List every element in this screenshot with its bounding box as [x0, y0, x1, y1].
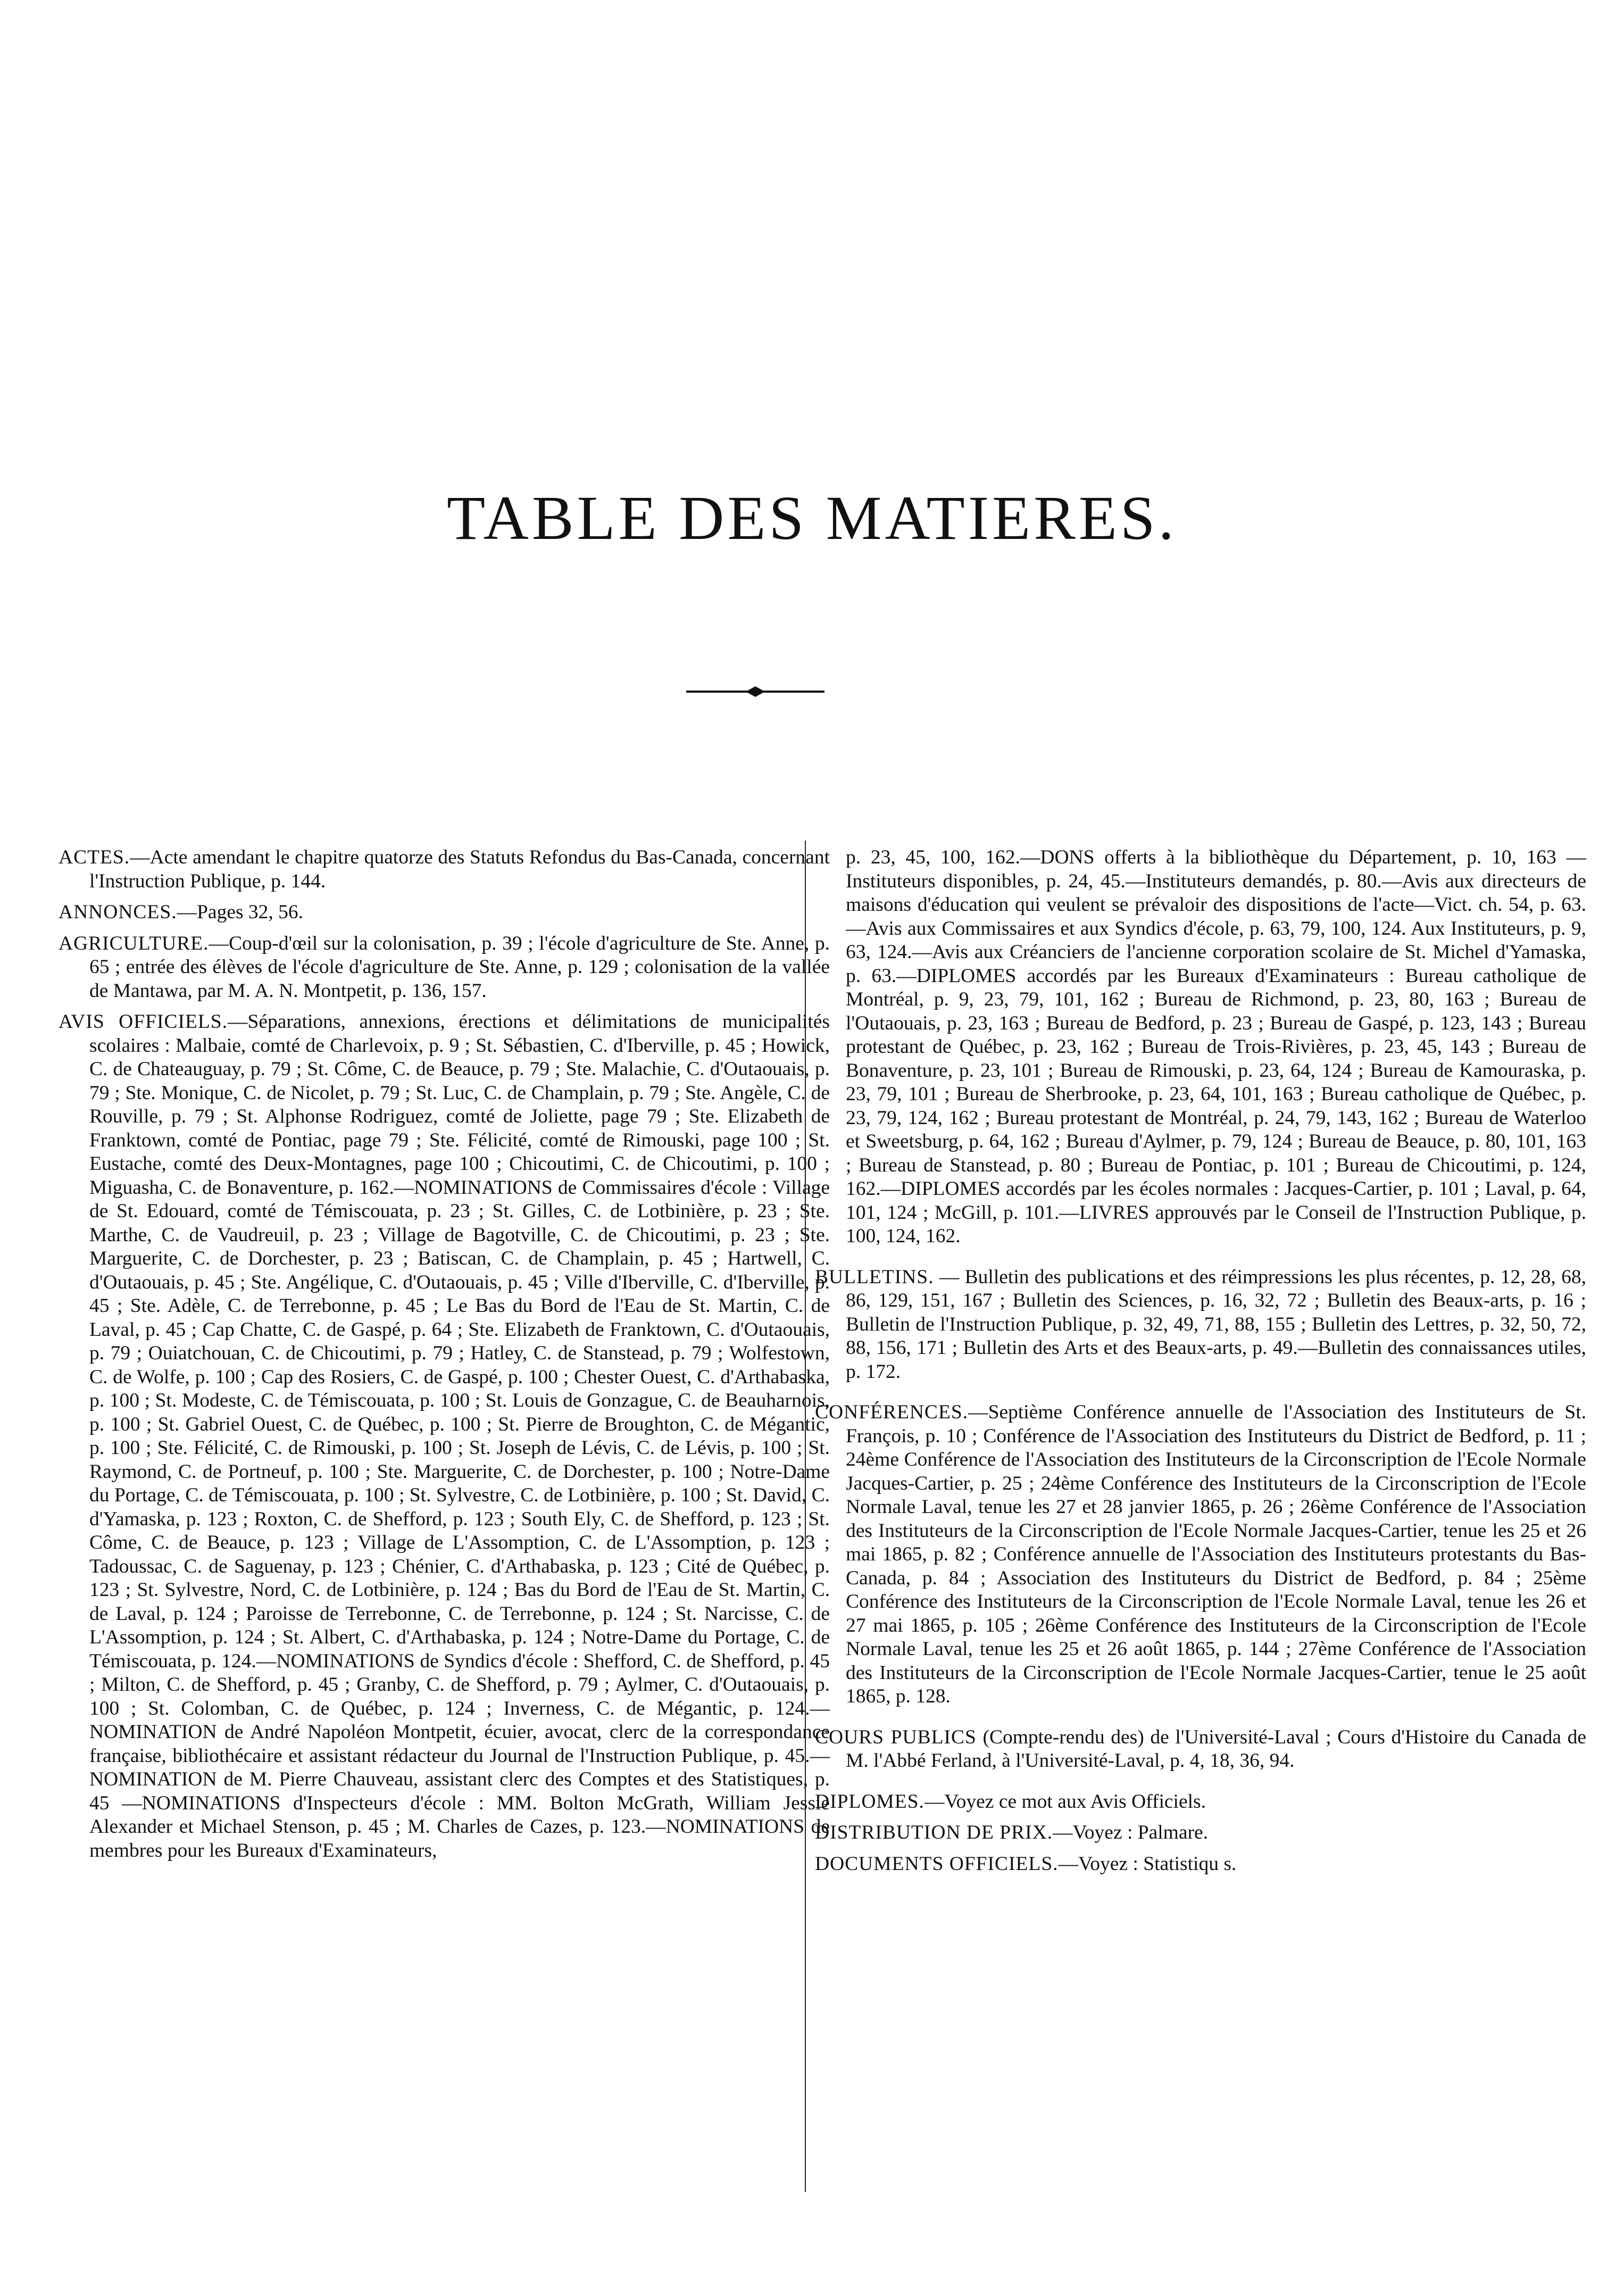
entry-heading: AVIS OFFICIELS.: [59, 1011, 228, 1033]
entry-heading: DOCUMENTS OFFICIELS.: [815, 1852, 1059, 1875]
left-column: [59, 846, 830, 1870]
entry-text: —Septième Conférence annuelle de l'Association des Instituteurs de St. François, p. 10 ; Conférence de l'Association des Instituteurs du District de Bedford, p. 11 ; 24ème Conférence de l'Association des Instituteurs de la Circonscription de l'Ecole Normale Jacques-Cartier, p. 25 ; 24ème Conférence des Instituteurs de la Circonscription de l'Ecole Normale Laval, tenue les 27 et 28 janvier 1865, p. 26 ; 26ème Conférence de l'Association des Instituteurs de la Circonscription de l'Ecole Normale Jacques-Cartier, tenue les 25 et 26 mai 1865, p. 82 ; Conférence annuelle de l'Association des Instituteurs protestants du Bas-Canada, p. 84 ; Association des Instituteurs du District de Bedford, p. 84 ; 25ème Conférence des Instituteurs de la Circonscription de l'Ecole Normale Laval, tenue les 26 et 27 mai 1865, p. 105 ; 26ème Conférence des Instituteurs de la Circonscription de l'Ecole Normale Laval, tenue les 25 et 26 août 1865, p. 144 ; 27ème Conférence de l'Association des Instituteurs de la Circonscription de l'Ecole Normale Jacques-Cartier, tenue le 25 août 1865, p. 128.: [846, 1401, 1586, 1707]
entry-text: —Acte amendant le chapitre quatorze des Statuts Refondus du Bas-Canada, concernant l'Instruction Publique, p. 144.: [89, 846, 830, 892]
entry-heading: COURS PUBLICS: [815, 1726, 977, 1748]
toc-entry-actes: [59, 846, 830, 893]
entry-heading: AGRICULTURE.: [59, 932, 209, 954]
toc-entry-diplomes: [815, 1790, 1586, 1814]
entry-text: —Pages 32, 56.: [177, 901, 304, 923]
ornament-divider: [686, 684, 825, 700]
entry-text: (Compte-rendu des) de l'Université-Laval ; Cours d'Histoire du Canada de M. l'Abbé Ferland, à l'Université-Laval, p. 4, 18, 36, 94.: [846, 1726, 1586, 1772]
entry-heading: BULLETINS.: [815, 1266, 934, 1288]
toc-entry-distribution-de-prix: [815, 1821, 1586, 1845]
toc-entry-agriculture: [59, 932, 830, 1003]
entry-heading: DISTRIBUTION DE PRIX.: [815, 1822, 1053, 1843]
entry-text: — Bulletin des publications et des réimpressions les plus récentes, p. 12, 28, 68, 86, 129, 151, 167 ; Bulletin des Sciences, p. 16, 32, 72 ; Bulletin des Beaux-arts, p. 16 ; Bulletin de l'Instruction Publique, p. 32, 49, 71, 88, 155 ; Bulletin des Lettres, p. 32, 50, 72, 88, 156, 171 ; Bulletin des Arts et des Beaux-arts, p. 49.—Bulletin des connaissances utiles, p. 172.: [846, 1266, 1586, 1383]
entry-heading: CONFÉRENCES.: [815, 1401, 969, 1423]
entry-text: —Voyez : Palmare.: [1053, 1822, 1208, 1843]
toc-entry-annonces: [59, 901, 830, 925]
toc-entry-cours-publics: [815, 1726, 1586, 1773]
entry-text: —Séparations, annexions, érections et délimitations de municipalités scolaires : Malbaie, comté de Charlevoix, p. 9 ; St. Sébastien, C. d'Iberville, p. 45 ; Howick, C. de Chateauguay, p. 79 ; St. Côme, C. de Beauce, p. 79 ; Ste. Malachie, C. d'Outaouais, p. 79 ; Ste. Monique, C. de Nicolet, p. 79 ; St. Luc, C. de Champlain, p. 79 ; Ste. Angèle, C. de Rouville, p. 79 ; St. Alphonse Rodriguez, comté de Joliette, page 79 ; Ste. Elizabeth de Franktown, comté de Pontiac, page 79 ; Ste. Félicité, comté de Rimouski, page 100 ; St. Eustache, comté des Deux-Montagnes, page 100 ; Chicoutimi, C. de Chicoutimi, p. 100 ; Miguasha, C. de Bonaventure, p. 162.—NOMINATIONS de Commissaires d'école : Village de St. Edouard, comté de Témiscouata, p. 23 ; St. Gilles, C. de Lotbinière, p. 23 ; Ste. Marthe, C. de Vaudreuil, p. 23 ; Village de Bagotville, C. de Chicoutimi, p. 23 ; Ste. Marguerite, C. de Dorchester, p. 23 ; Batiscan, C. de Champlain, p. 45 ; Hartwell, C. d'Outaouais, p. 45 ; Ste. Angélique, C. d'Outaouais, p. 45 ; Ville d'Iberville, C. d'Iberville, p. 45 ; Ste. Adèle, C. de Terrebonne, p. 45 ; Le Bas du Bord de l'Eau de St. Martin, C. de Laval, p. 45 ; Cap Chatte, C. de Gaspé, p. 64 ; Ste. Elizabeth de Franktown, C. d'Outaouais, p. 79 ; Ouiatchouan, C. de Chicoutimi, p. 79 ; Hatley, C. de Stanstead, p. 79 ; Wolfestown, C. de Wolfe, p. 100 ; Cap des Rosiers, C. de Gaspé, p. 100 ; Chester Ouest, C. d'Arthabaska, p. 100 ; St. Modeste, C. de Témiscouata, p. 100 ; St. Louis de Gonzague, C. de Beauharnois, p. 100 ; St. Gabriel Ouest, C. de Québec, p. 100 ; St. Pierre de Broughton, C. de Mégantic, p. 100 ; Ste. Félicité, C. de Rimouski, p. 100 ; St. Joseph de Lévis, C. de Lévis, p. 100 ; St. Raymond, C. de Portneuf, p. 100 ; Ste. Marguerite, C. de Dorchester, p. 100 ; Notre-Dame du Portage, C. de Témiscouata, p. 100 ; St. Sylvestre, C. de Lotbinière, p. 100 ; St. David, C. d'Yamaska, p. 123 ; Roxton, C. de Shefford, p. 123 ; South Ely, C. de Shefford, p. 123 ; St. Côme, C. de Beauce, p. 123 ; Village de L'Assomption, C. de L'Assomption, p. 123 ; Tadoussac, C. de Saguenay, p. 123 ; Chénier, C. d'Arthabaska, p. 123 ; Cité de Québec, p. 123 ; St. Sylvestre, Nord, C. de Lotbinière, p. 124 ; Bas du Bord de l'Eau de St. Martin, C. de Laval, p. 124 ; Paroisse de Terrebonne, C. de Terrebonne, p. 124 ; St. Narcisse, C. de L'Assomption, p. 124 ; St. Albert, C. d'Arthabaska, p. 124 ; Notre-Dame du Portage, C. de Témiscouata, p. 124.—NOMINATIONS de Syndics d'école : Shefford, C. de Shefford, p. 45 ; Milton, C. de Shefford, p. 45 ; Granby, C. de Shefford, p. 79 ; Aylmer, C. d'Outaouais, p. 100 ; St. Colomban, C. de Québec, p. 124 ; Inverness, C. de Mégantic, p. 124.—NOMINATION de André Napoléon Montpetit, écuier, avocat, clerc de la correspondance française, bibliothécaire et assistant rédacteur du Journal de l'Instruction Publique, p. 45.—NOMINATION de M. Pierre Chauveau, assistant clerc des Comptes et des Statistiques, p. 45 —NOMINATIONS d'Inspecteurs d'école : MM. Bolton McGrath, William Jessie Alexander et Michael Stenson, p. 45 ; M. Charles de Cazes, p. 123.—NOMINATIONS de membres pour les Bureaux d'Examinateurs,: [89, 1011, 830, 1862]
entry-text: —Voyez ce mot aux Avis Officiels.: [924, 1790, 1206, 1813]
entry-text: —Coup-d'œil sur la colonisation, p. 39 ; l'école d'agriculture de Ste. Anne, p. 65 ; entrée des élèves de l'école d'agriculture de Ste. Anne, p. 129 ; colonisation de la vallée de Mantawa, par M. A. N. Montpetit, p. 136, 157.: [89, 932, 830, 1002]
entry-heading: ACTES.: [59, 846, 130, 868]
toc-entry-conferences: [815, 1401, 1586, 1709]
toc-entry-documents-officiels: [815, 1852, 1586, 1876]
entry-heading: DIPLOMES.: [815, 1790, 925, 1813]
right-column: [815, 846, 1586, 1883]
toc-entry-bulletins: [815, 1266, 1586, 1384]
entry-text: —Voyez : Statistiqu s.: [1058, 1852, 1237, 1875]
page-title: TABLE DES MATIERES.: [446, 483, 1178, 553]
entry-heading: ANNONCES.: [59, 901, 177, 923]
toc-entry-avis-officiels: [59, 1010, 830, 1863]
toc-entry-avis-officiels-continued: p. 23, 45, 100, 162.—DONS offerts à la bibliothèque du Département, p. 10, 163 —Instituteurs disponibles, p. 24, 45.—Instituteurs demandés, p. 80.—Avis aux directeurs de maisons d'éducation qui veulent se prévaloir des dispositions de l'acte—Vict. ch. 54, p. 63.—Avis aux Commissaires et aux Syndics d'école, p. 63, 79, 100, 124. Aux Instituteurs, p. 9, 63, 124.—Avis aux Créanciers de l'ancienne corporation scolaire de St. Michel d'Yamaska, p. 63.—DIPLOMES accordés par les Bureaux d'Examinateurs : Bureau catholique de Montréal, p. 9, 23, 79, 101, 162 ; Bureau de Richmond, p. 23, 80, 163 ; Bureau de l'Outaouais, p. 23, 163 ; Bureau de Bedford, p. 23 ; Bureau de Gaspé, p. 123, 143 ; Bureau protestant de Québec, p. 23, 162 ; Bureau de Trois-Rivières, p. 23, 45, 143 ; Bureau de Bonaventure, p. 23, 101 ; Bureau de Rimouski, p. 23, 64, 124 ; Bureau de Kamouraska, p. 23, 79, 101 ; Bureau de Sherbrooke, p. 23, 64, 101, 163 ; Bureau catholique de Québec, p. 23, 79, 124, 162 ; Bureau protestant de Montréal, p. 24, 79, 143, 162 ; Bureau de Waterloo et Sweetsburg, p. 64, 162 ; Bureau d'Aylmer, p. 79, 124 ; Bureau de Beauce, p. 80, 101, 163 ; Bureau de Stanstead, p. 80 ; Bureau de Pontiac, p. 101 ; Bureau de Chicoutimi, p. 124, 162.—DIPLOMES accordés par les écoles normales : Jacques-Cartier, p. 101 ; Laval, p. 64, 101, 124 ; McGill, p. 101.—LIVRES approuvés par le Conseil de l'Instruction Publique, p. 100, 124, 162.: [846, 846, 1586, 1247]
